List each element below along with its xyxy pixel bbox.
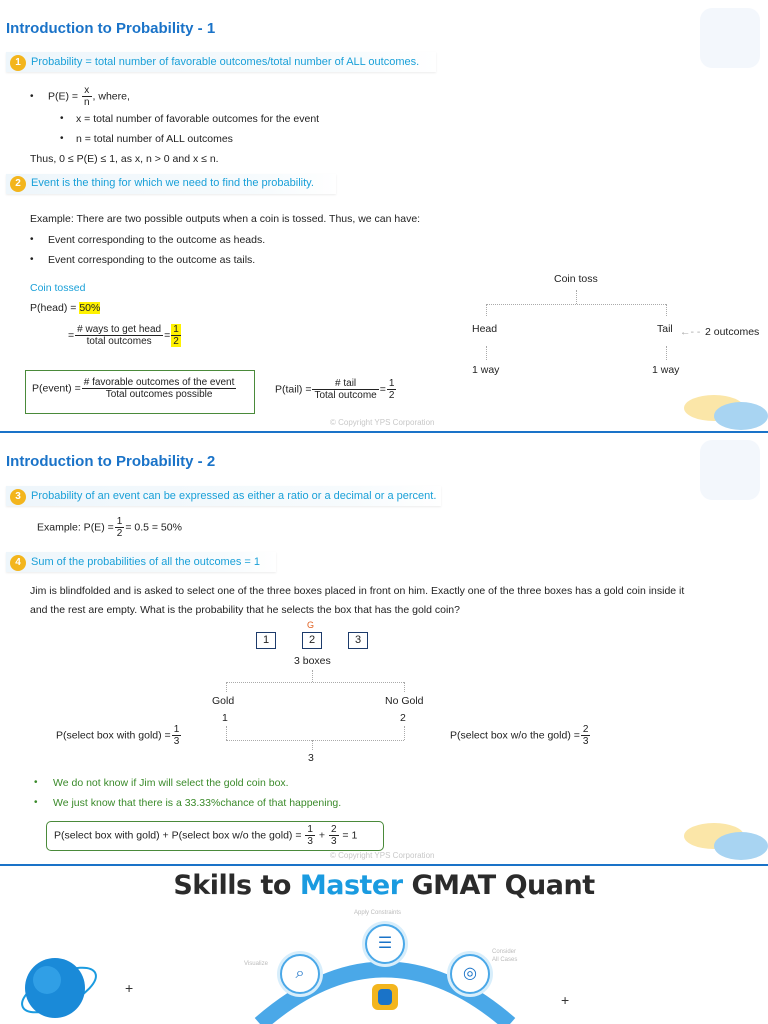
slide-2-title: Introduction to Probability - 2	[6, 453, 216, 470]
box-1: 1	[256, 632, 276, 649]
tree-tail: Tail	[657, 323, 673, 335]
no-gold-count: 2	[400, 712, 406, 724]
point-4-number: 4	[10, 555, 26, 571]
total-count: 3	[308, 752, 314, 764]
point-3-text: Probability of an event can be expressed as either a ratio or a decimal or a percent.	[31, 490, 437, 502]
tree-line	[226, 682, 404, 683]
note-2: We just know that there is a 33.33%chance of that happening.	[53, 797, 342, 809]
bullet: •	[30, 234, 34, 245]
two-outcomes: 2 outcomes	[705, 326, 760, 338]
slide-1-title: Introduction to Probability - 1	[6, 20, 216, 37]
tree-line	[312, 670, 313, 682]
bullet: •	[30, 91, 34, 102]
event-tails: Event corresponding to the outcome as tails.	[48, 254, 256, 266]
bullet: •	[60, 113, 64, 124]
tree-line	[312, 740, 313, 750]
phead-value: 50%	[79, 302, 101, 314]
tree-line	[666, 304, 667, 316]
slide-divider	[0, 431, 768, 433]
decor-blob	[714, 402, 768, 430]
bullet: •	[60, 133, 64, 144]
point-1-text: Probability = total number of favorable outcomes/total number of ALL outcomes.	[31, 56, 420, 68]
tree-root: Coin toss	[554, 273, 598, 285]
brand-logo	[372, 984, 398, 1010]
pevent-formula: P(event) = $\frac{\text{\# favorable outcomes of the event}}{\text{Total outcomes possible}}$	[32, 377, 235, 400]
x-definition: x = total number of favorable outcomes for the event	[76, 113, 320, 125]
apply-constraints-label: Apply Constraints	[354, 910, 402, 916]
consider-label-2: All Cases	[492, 957, 518, 963]
logo-watermark	[700, 8, 760, 68]
tree-line	[404, 682, 405, 692]
example-pe: Example: P(E) = $\frac{1}{2}$ = 0.5 = 50%	[37, 516, 182, 539]
gold-label: Gold	[212, 695, 235, 707]
visualize-label: Visualize	[244, 961, 268, 967]
point-4-text: Sum of the probabilities of all the outcomes = 1	[31, 556, 260, 568]
bullet: •	[34, 797, 38, 808]
ptail-formula: P(tail) = $\frac{\text{\# tail}}{\text{Total outcome}}$ = $\frac{1}{2}$	[275, 378, 395, 401]
tree-line	[486, 304, 666, 305]
bullet: •	[34, 777, 38, 788]
coin-tossed-label: Coin tossed	[30, 282, 86, 294]
example-text: Example: There are two possible outputs when a coin is tossed. Thus, we can have:	[30, 213, 421, 225]
document-icon: ☰	[365, 924, 405, 964]
banner-heading: Skills to Master GMAT Quant	[173, 870, 595, 901]
ways-fraction: = $\frac{\text{\# ways to get head}}{\text{total outcomes}}$ = $\frac{1}{2}$	[68, 324, 179, 347]
tree-line	[486, 304, 487, 316]
tree-line	[404, 726, 405, 740]
pe-formula: P(E) = $\frac{x}{n}$ , where,	[48, 85, 130, 108]
phead: P(head) = 50%	[30, 302, 101, 314]
arrow-left-icon: ←- -	[680, 326, 701, 338]
point-3-number: 3	[10, 489, 26, 505]
note-1: We do not know if Jim will select the gold coin box.	[53, 777, 289, 789]
thus-statement: Thus, 0 ≤ P(E) ≤ 1, as x, n > 0 and x ≤ n.	[30, 153, 219, 165]
box-3: 3	[348, 632, 368, 649]
copyright: © Copyright YPS Corporation	[330, 851, 435, 860]
pgold-formula: P(select box with gold) = $\frac{1}{3}$	[56, 724, 180, 747]
slide-divider	[0, 864, 768, 866]
tree-line	[226, 726, 227, 740]
tree-line	[486, 346, 487, 360]
tree-line	[576, 290, 577, 304]
decor-blob	[714, 832, 768, 860]
magnifier-icon: ⌕	[280, 954, 320, 994]
tree-line	[226, 740, 404, 741]
three-boxes: 3 boxes	[294, 655, 331, 667]
point-2-text: Event is the thing for which we need to find the probability.	[31, 177, 314, 189]
pnogold-formula: P(select box w/o the gold) = $\frac{2}{3}$	[450, 724, 589, 747]
target-icon: ◎	[450, 954, 490, 994]
tree-line	[226, 682, 227, 692]
sum-formula: P(select box with gold) + P(select box w/o the gold) = $\frac{1}{3}$ + $\frac{2}{3}$ = 1	[54, 824, 358, 847]
n-definition: n = total number of ALL outcomes	[76, 133, 233, 145]
consider-label-1: Consider	[492, 949, 517, 955]
tree-head: Head	[472, 323, 498, 335]
sparkle-icon: +	[561, 992, 570, 1008]
problem-line-2: and the rest are empty. What is the probability that he selects the box that has the gold coin?	[30, 604, 460, 616]
logo-watermark	[700, 440, 760, 500]
box-2: 2	[302, 632, 322, 649]
no-gold-label: No Gold	[385, 695, 424, 707]
tree-line	[666, 346, 667, 360]
one-way-head: 1 way	[472, 364, 500, 376]
gold-marker: G	[307, 620, 315, 630]
problem-line-1: Jim is blindfolded and is asked to select one of the three boxes placed in front on him. Exactly one of the three boxes has a gold coin inside it	[30, 585, 685, 597]
event-heads: Event corresponding to the outcome as heads.	[48, 234, 266, 246]
point-2-number: 2	[10, 176, 26, 192]
point-1-number: 1	[10, 55, 26, 71]
planet-icon	[15, 948, 105, 1024]
one-way-tail: 1 way	[652, 364, 680, 376]
gold-count: 1	[222, 712, 228, 724]
copyright: © Copyright YPS Corporation	[330, 418, 435, 427]
bullet: •	[30, 254, 34, 265]
sparkle-icon: +	[125, 980, 134, 996]
